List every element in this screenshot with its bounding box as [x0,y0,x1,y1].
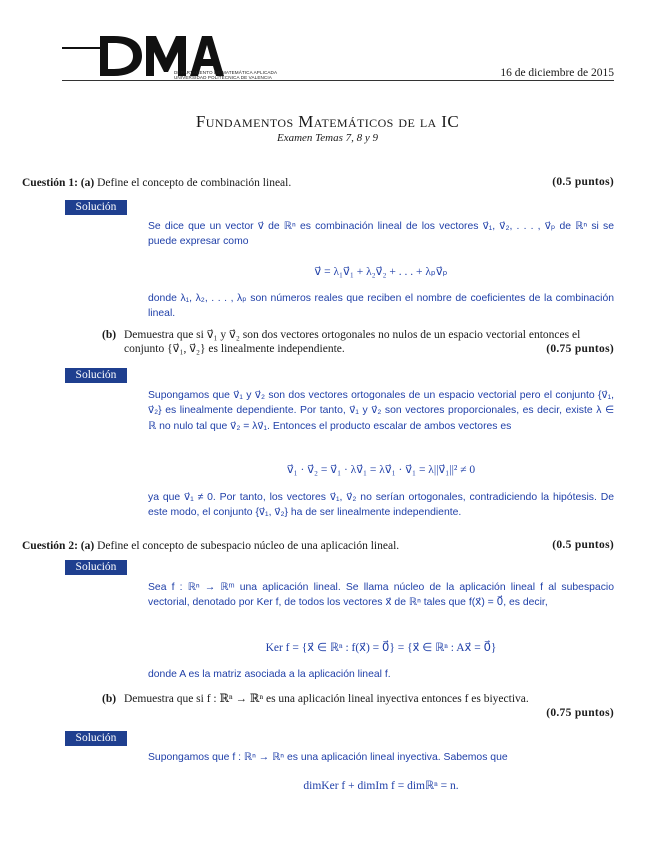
q2a-points: (0.5 puntos) [552,539,614,551]
q2-label: Cuestión 2: [22,540,78,552]
q1b-points: (0.75 puntos) [546,343,614,355]
q1a-solution-text-2: donde λ₁, λ₂, . . . , λₚ son números reales que reciben el nombre de coeficientes de la combinación lineal. [148,293,614,320]
q2b-points: (0.75 puntos) [546,707,614,719]
q1a-equation: v⃗ = λ₁v⃗₁ + λ₂v⃗₂ + . . . + λₚv⃗ₚ [314,266,448,278]
q1b-solution-badge: Solución [65,368,127,383]
q2b-equation: dimKer f + dimIm f = dimℝⁿ = n. [303,780,459,792]
q1a-solution-badge: Solución [65,200,127,215]
q1b-text: Demuestra que si v⃗₁ y v⃗₂ son dos vectores ortogonales no nulos de un espacio vectorial entonces el conjunto {v⃗₁, v⃗₂} es linealmente independiente. [124,329,581,356]
q2-heading [22,539,399,553]
q2a-text: Define el concepto de subespacio núcleo de una aplicación lineal. [97,540,400,552]
q2b-label: (b) [102,693,117,705]
q1b-solution-text-1: Supongamos que v⃗₁ y v⃗₂ son dos vectores ortogonales de un espacio vectorial pero el conjunto {v⃗₁, v⃗₂} es linealmente dependiente. Por tanto, v⃗₁ y v⃗₂ son vectores proporcionales, es decir, existe λ ∈ ℝ no nulo tal que v⃗₂ = λv⃗₁. Entonces el producto escalar de ambos vectores es [148,390,614,432]
page-subtitle: Examen Temas 7, 8 y 9 [276,132,379,144]
dma-logo [62,30,302,82]
q2b-solution-text-1: Supongamos que f : ℝⁿ → ℝⁿ es una aplicación lineal inyectiva. Sabemos que [148,752,508,763]
q2b-text: Demuestra que si f : ℝⁿ → ℝⁿ es una aplicación lineal inyectiva entonces f es biyectiva. [124,693,529,705]
q1a-text: Define el concepto de combinación lineal. [97,177,292,189]
q1a-label: (a) [80,177,95,189]
q1a-solution-text-1: Se dice que un vector v⃗ de ℝⁿ es combinación lineal de los vectores v⃗₁, v⃗₂, . . . , v⃗ₚ de ℝⁿ si se puede expresar como [148,221,614,248]
q2a-label: (a) [80,540,95,552]
logo-subtitle-2: UNIVERSIDAD POLITÉCNICA DE VALENCIA [174,75,272,80]
q1-label: Cuestión 1: [22,177,78,189]
q2b-solution-badge: Solución [65,731,127,746]
q2a-solution-text-1: Sea f : ℝⁿ → ℝᵐ una aplicación lineal. Se llama núcleo de la aplicación lineal f al subespacio vectorial, denotado por Ker f, de todos los vectores x⃗ de ℝⁿ tales que f(x⃗) = 0⃗, es decir, [148,582,614,609]
header-rule [62,80,614,81]
exam-date: 16 de diciembre de 2015 [500,67,614,79]
logo-subtitle-1: DEPARTAMENTO DE MATEMÁTICA APLICADA [174,70,278,75]
q2a-solution-badge: Solución [65,560,127,575]
q1b-solution-text-2: ya que v⃗₁ ≠ 0. Por tanto, los vectores v⃗₁, v⃗₂ no serían ortogonales, contradiciendo la hipótesis. De este modo, el conjunto {v⃗₁, v⃗₂} ha de ser linealmente independiente. [148,492,614,519]
q2a-equation: Ker f = {x⃗ ∈ ℝⁿ : f(x⃗) = 0⃗} = {x⃗ ∈ ℝⁿ : Ax⃗ = 0⃗} [265,642,497,654]
q2a-solution-text-2: donde A es la matriz asociada a la aplicación lineal f. [148,669,391,680]
q1a-points: (0.5 puntos) [552,176,614,188]
q1b-label: (b) [102,329,117,341]
q1b-equation: v⃗₁ · v⃗₂ = v⃗₁ · λv⃗₁ = λv⃗₁ · v⃗₁ = λ||v⃗₁||² ≠ 0 [286,464,476,476]
q1-heading [22,176,291,190]
page-title: Fundamentos Matemáticos de la IC [195,112,460,131]
